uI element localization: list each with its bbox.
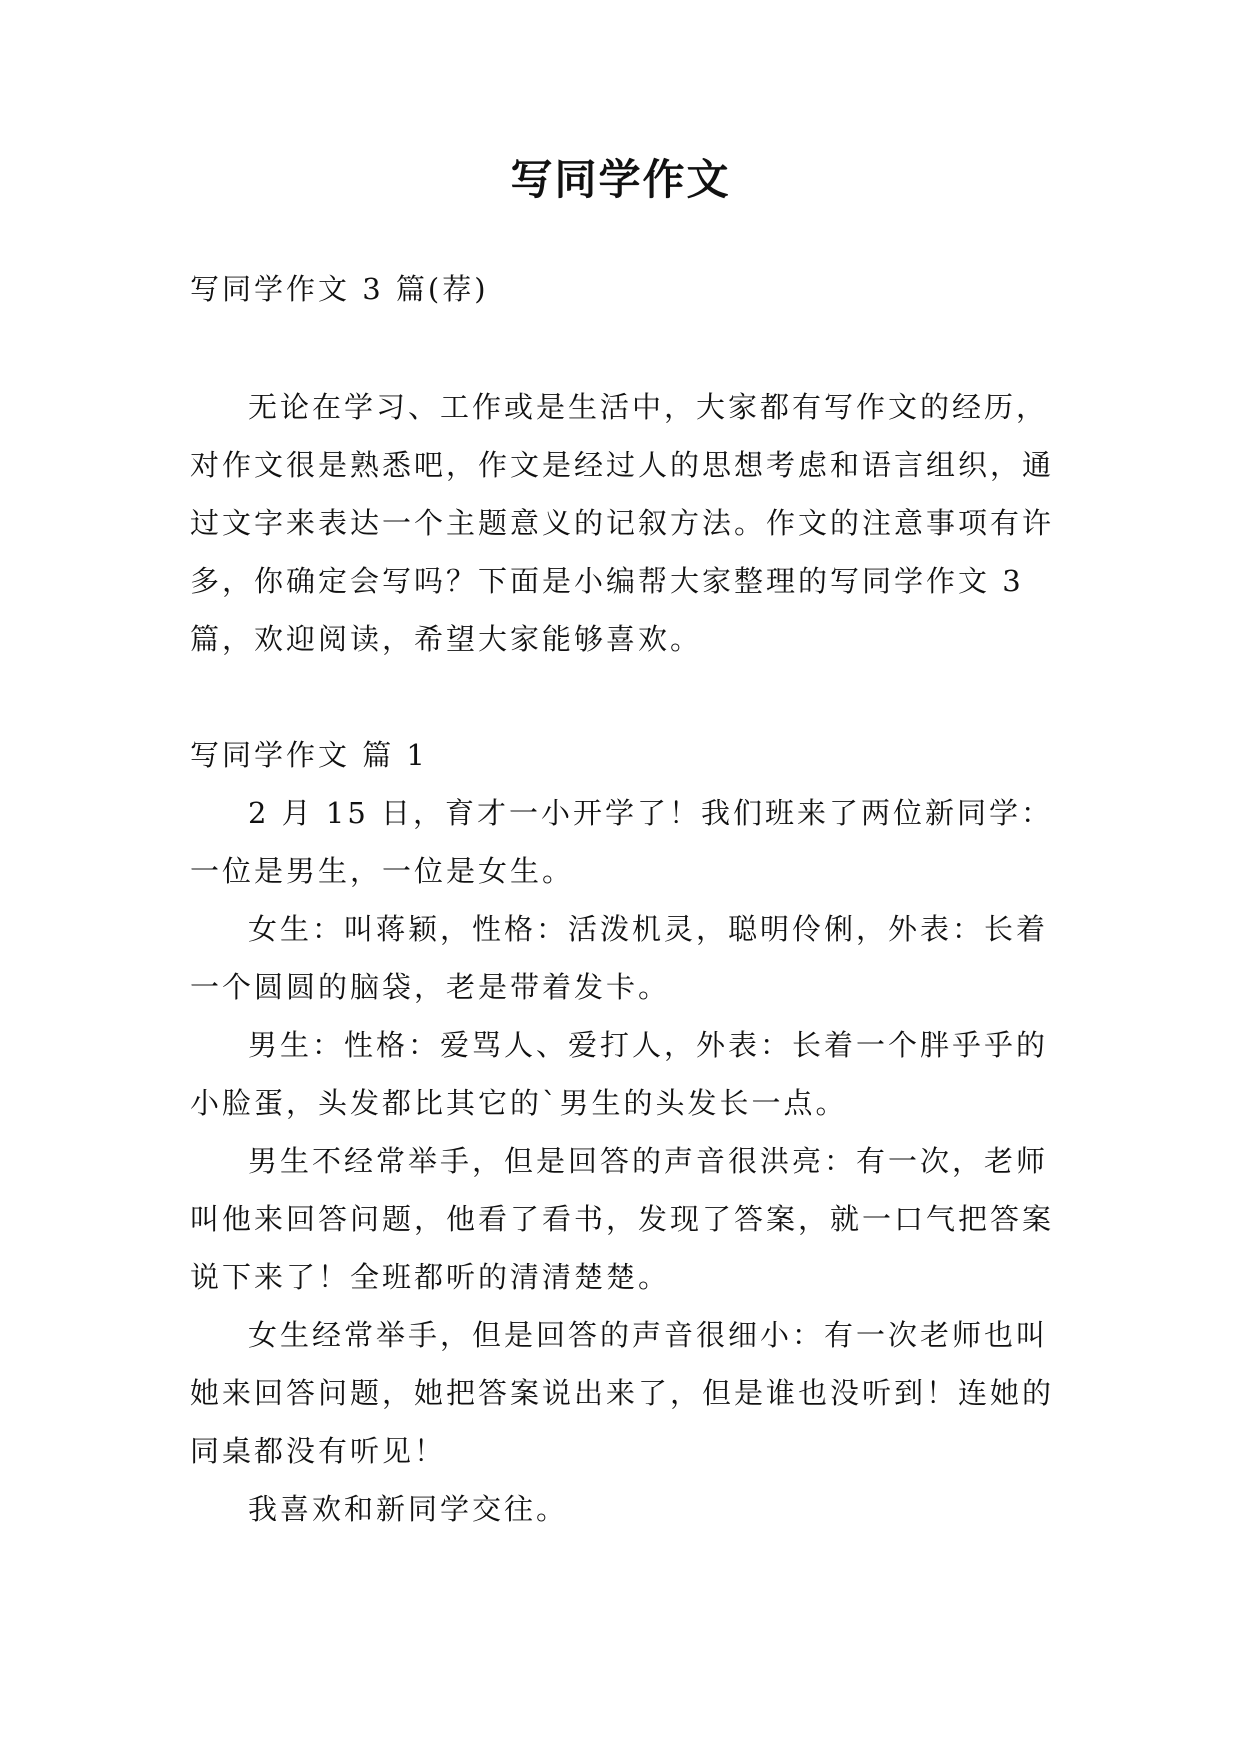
body-paragraph: 2 月 15 日，育才一小开学了！我们班来了两位新同学：一位是男生，一位是女生。 xyxy=(190,796,1054,888)
document-subtitle: 写同学作文 3 篇(荐) xyxy=(190,272,489,306)
page-title: 写同学作文 xyxy=(510,155,731,204)
body-paragraph: 男生不经常举手，但是回答的声音很洪亮：有一次，老师叫他来回答问题，他看了看书，发现了答案，就一口气把答案说下来了！全班都听的清清楚楚。 xyxy=(190,1144,1055,1294)
document-body xyxy=(190,260,1070,1538)
section-heading: 写同学作文 篇 1 xyxy=(190,738,428,772)
body-paragraph: 我喜欢和新同学交往。 xyxy=(248,1492,569,1526)
body-paragraph: 女生：叫蒋颖，性格：活泼机灵，聪明伶俐，外表：长着一个圆圆的脑袋，老是带着发卡。 xyxy=(190,912,1049,1004)
body-paragraph: 女生经常举手，但是回答的声音很细小：有一次老师也叫她来回答问题，她把答案说出来了，但是谁也没听到！连她的同桌都没有听见！ xyxy=(190,1318,1055,1468)
intro-paragraph: 无论在学习、工作或是生活中，大家都有写作文的经历，对作文很是熟悉吧，作文是经过人的思想考虑和语言组织，通过文字来表达一个主题意义的记叙方法。作文的注意事项有许多，你确定会写吗？下面是小编帮大家整理的写同学作文 3 篇，欢迎阅读，希望大家能够喜欢。 xyxy=(190,390,1055,656)
body-paragraph: 男生：性格：爱骂人、爱打人，外表：长着一个胖乎乎的小脸蛋，头发都比其它的`男生的头发长一点。 xyxy=(190,1028,1049,1120)
